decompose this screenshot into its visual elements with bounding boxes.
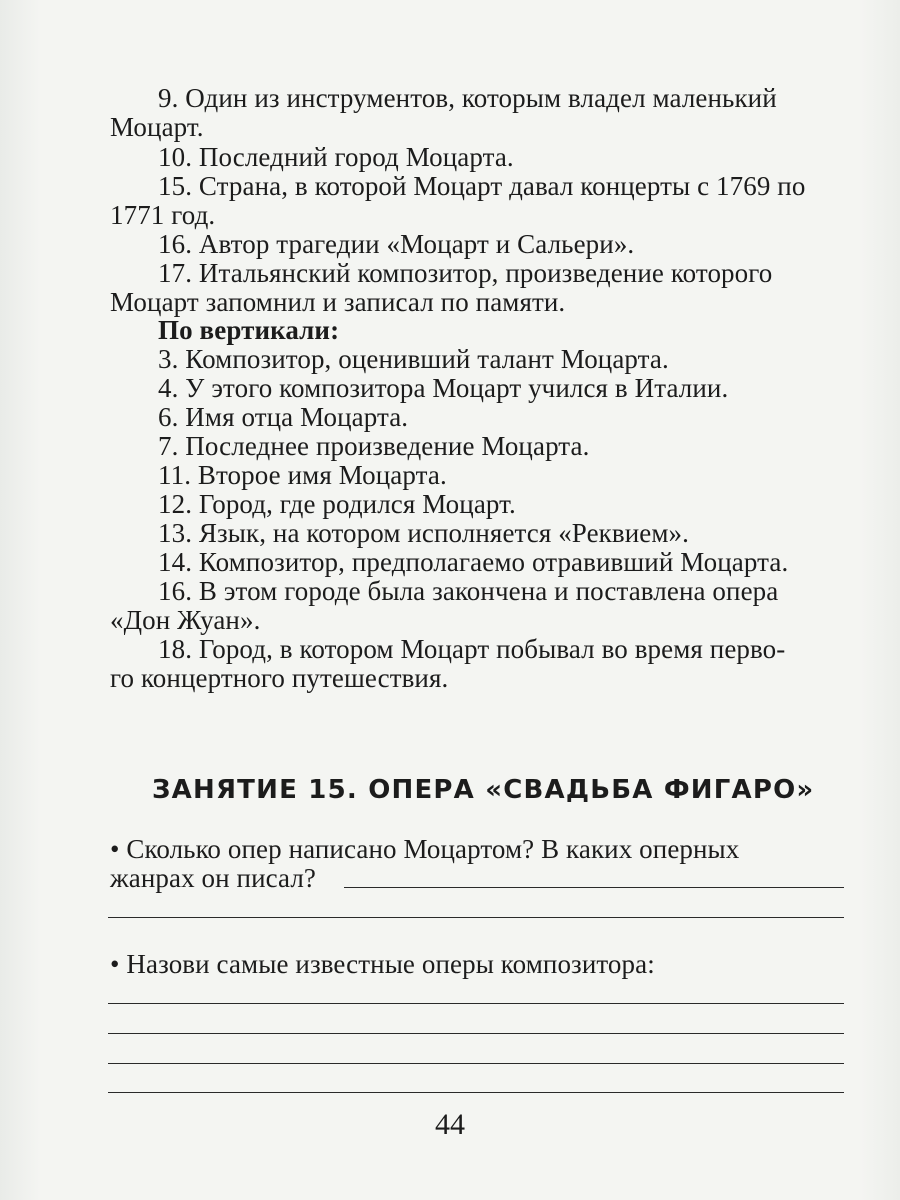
clue-16: 16. Автор трагедии «Моцарт и Сальери». [158, 229, 635, 259]
clue-17-line-1: 17. Итальянский композитор, произведение которого [158, 258, 773, 288]
vertical-clue-12: 12. Город, где родился Моцарт. [158, 489, 516, 519]
question-1-line-2: жанрах он писал? [110, 863, 317, 893]
vertical-clue-6: 6. Имя отца Моцарта. [158, 402, 409, 432]
clue-17-line-2: Моцарт запомнил и записал по памяти. [110, 287, 566, 317]
vertical-clue-16-line-2: «Дон Жуан». [110, 605, 261, 635]
vertical-clue-4: 4. У этого композитора Моцарт учился в Италии. [158, 373, 729, 403]
answer-line-2c[interactable] [108, 1063, 844, 1064]
answer-line-2d[interactable] [108, 1092, 844, 1093]
vertical-clue-3: 3. Композитор, оценивший талант Моцарта. [158, 344, 669, 374]
answer-line-2b[interactable] [108, 1033, 844, 1034]
lesson-title: ЗАНЯТИЕ 15. ОПЕРА «СВАДЬБА ФИГАРО» [152, 775, 815, 805]
question-1-line-1: • Сколько опер написано Моцартом? В каких оперных [110, 834, 740, 864]
vertical-heading: По вертикали: [158, 315, 340, 345]
vertical-clue-18-line-1: 18. Город, в котором Моцарт побывал во время перво- [158, 634, 786, 664]
vertical-clue-11: 11. Второе имя Моцарта. [158, 460, 447, 490]
page-number: 44 [435, 1108, 465, 1141]
clue-15-line-2: 1771 год. [110, 200, 216, 230]
question-2-line-1: • Назови самые известные оперы композитора: [110, 949, 655, 979]
answer-line-1a[interactable] [344, 887, 844, 888]
vertical-clue-7: 7. Последнее произведение Моцарта. [158, 431, 590, 461]
answer-line-2a[interactable] [108, 1003, 844, 1004]
answer-line-1b[interactable] [108, 917, 844, 918]
vertical-clue-18-line-2: го концертного путешествия. [110, 663, 449, 693]
vertical-clue-16-line-1: 16. В этом городе была закончена и поставлена опера [158, 576, 779, 606]
clue-9-line-1: 9. Один из инструментов, которым владел маленький [158, 83, 777, 113]
clue-9-line-2: Моцарт. [110, 112, 204, 142]
vertical-clue-13: 13. Язык, на котором исполняется «Реквием». [158, 518, 689, 548]
clue-10: 10. Последний город Моцарта. [158, 142, 514, 172]
clue-15-line-1: 15. Страна, в которой Моцарт давал концерты с 1769 по [158, 171, 806, 201]
vertical-clue-14: 14. Композитор, предполагаемо отравивший Моцарта. [158, 547, 789, 577]
